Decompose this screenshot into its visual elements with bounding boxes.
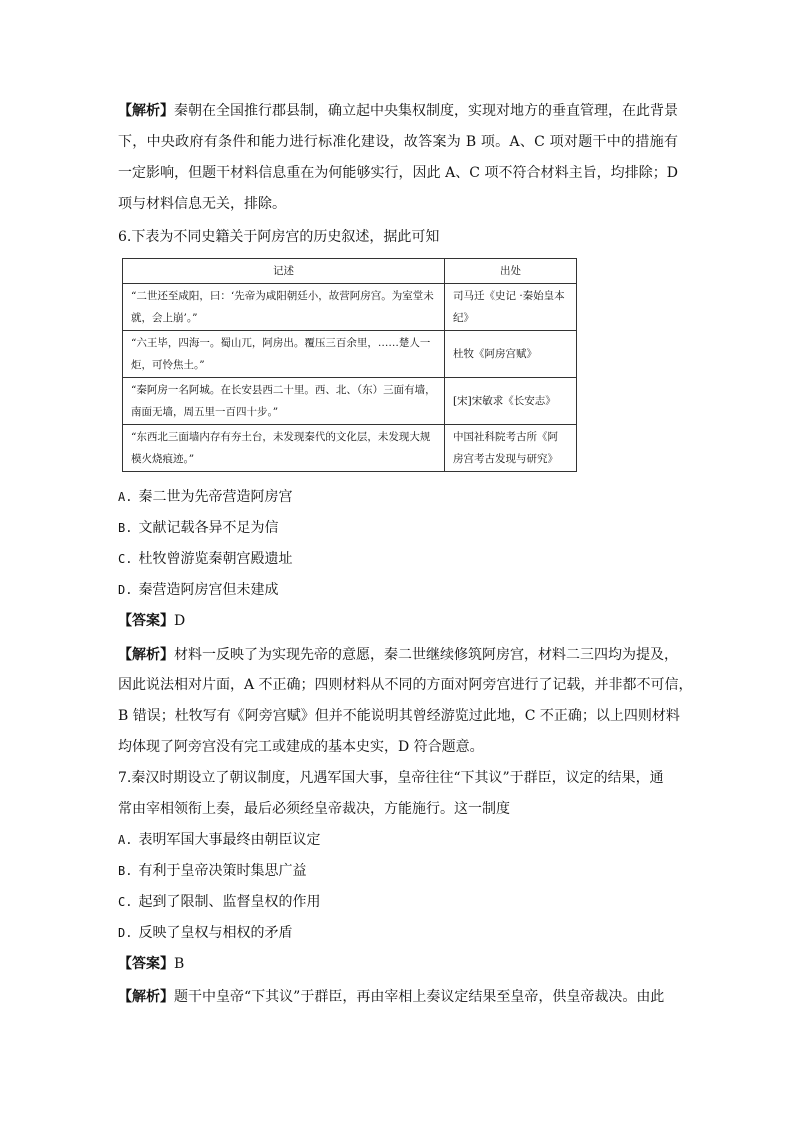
q5-analysis-paragraph <box>118 96 678 220</box>
q6-analysis-text-1: 材料一反映了为实现先帝的意愿，秦二世继续修筑阿房宫，材料二三四均为提及， <box>174 647 678 663</box>
q7-option-a <box>118 829 320 851</box>
q6-analysis-line-3: B 错误；杜牧写有《阿旁宫赋》但并不能说明其曾经游览过此地，C 不正确；以上四则材料 <box>118 708 680 724</box>
table-row <box>123 284 577 331</box>
q7-answer-value: B <box>174 956 185 972</box>
q6-analysis-line-2: 因此说法相对片面，A 不正确；四则材料从不同的方面对阿旁宫进行了记载，并非都不可信， <box>118 677 693 693</box>
q7-option-d <box>118 922 292 944</box>
option-text: 秦营造阿房宫但未建成 <box>138 582 279 598</box>
table-header-row <box>123 259 577 284</box>
option-letter: A. <box>118 490 133 504</box>
table-cell-record: “六王毕，四海一。蜀山兀，阿房出。覆压三百余里，……楚人一炬，可怜焦土。” <box>123 331 445 378</box>
q7-option-b <box>118 860 306 882</box>
option-text: 秦二世为先帝营造阿房宫 <box>138 489 293 505</box>
q6-analysis-line-4: 均体现了阿旁宫没有完工或建成的基本史实，D 符合题意。 <box>118 739 484 755</box>
option-text: 反映了皇权与相权的矛盾 <box>138 925 293 941</box>
option-letter: D. <box>118 926 133 940</box>
q5-analysis-text: 秦朝在全国推行郡县制，确立起中央集权制度，实现对地方的垂直管理，在此背景下，中央政府有条件和能力进行标准化建设，故答案为 B 项。A、C 项对题干中的措施有一定影响，但题干材料信息重在为何能够实行，因此 A、C 项不符合材料主旨，均排除；D 项与材料信息无关，排除。 <box>118 103 678 212</box>
q7-analysis-text: 题干中皇帝“下其议”于群臣，再由宰相上奏议定结果至皇帝，供皇帝裁决。由此 <box>174 989 665 1005</box>
q7-stem-line-2: 常由宰相领衔上奏，最后必须经皇帝裁决，方能施行。这一制度 <box>118 801 510 817</box>
option-letter: C. <box>118 895 133 909</box>
q7-analysis-tag: 【解析】 <box>118 989 174 1005</box>
option-text: 文献记载各异不足为信 <box>138 520 279 536</box>
option-letter: B. <box>118 521 133 535</box>
table-cell-record: “秦阿房一名阿城。在长安县西二十里。西、北、（东）三面有墙，南面无墙，周五里一百四十步。” <box>123 378 445 425</box>
q6-analysis-tag: 【解析】 <box>118 647 174 663</box>
table-cell-source: 中国社科院考古所《阿房宫考古发现与研究》 <box>445 425 577 472</box>
q7-option-c <box>118 891 320 913</box>
q6-answer <box>118 610 688 632</box>
table-cell-source: [宋]宋敏求《长安志》 <box>445 378 577 425</box>
q6-answer-tag: 【答案】 <box>118 613 174 629</box>
table-cell-source: 杜牧《阿房宫赋》 <box>445 331 577 378</box>
q6-stem: 6.下表为不同史籍关于阿房宫的历史叙述，据此可知 <box>118 229 440 245</box>
q7-stem-line-1: 7.秦汉时期设立了朝议制度，凡遇军国大事，皇帝往往“下其议”于群臣，议定的结果，通 <box>118 770 664 786</box>
option-letter: C. <box>118 552 133 566</box>
option-letter: D. <box>118 583 133 597</box>
table-row <box>123 378 577 425</box>
option-text: 起到了限制、监督皇权的作用 <box>138 894 321 910</box>
q7-answer <box>118 953 688 975</box>
q7-answer-tag: 【答案】 <box>118 956 174 972</box>
q6-option-b <box>118 517 278 539</box>
q7-analysis-line-1 <box>118 986 688 1008</box>
q6-option-c <box>118 548 292 570</box>
table-cell-record: “东西北三面墙内存有夯土台，未发现秦代的文化层，未发现大规模火烧痕迹。” <box>123 425 445 472</box>
q6-option-a <box>118 486 292 508</box>
q6-source-table <box>122 258 577 472</box>
q6-analysis-line-1 <box>118 644 688 666</box>
option-text: 有利于皇帝决策时集思广益 <box>138 863 307 879</box>
q6-option-d <box>118 579 278 601</box>
table-header-source: 出处 <box>445 259 577 284</box>
table-cell-record: “二世还至咸阳，曰：‘先帝为咸阳朝廷小，故营阿房宫。为室堂未就，会上崩’。” <box>123 284 445 331</box>
q5-analysis-tag: 【解析】 <box>118 103 174 119</box>
option-letter: B. <box>118 864 133 878</box>
option-letter: A. <box>118 833 133 847</box>
option-text: 表明军国大事最终由朝臣议定 <box>138 832 321 848</box>
q6-answer-value: D <box>174 613 186 629</box>
table-row <box>123 425 577 472</box>
table-row <box>123 331 577 378</box>
table-cell-source: 司马迁《史记 ·秦始皇本纪》 <box>445 284 577 331</box>
option-text: 杜牧曾游览秦朝宫殿遗址 <box>138 551 293 567</box>
table-header-record: 记述 <box>123 259 445 284</box>
